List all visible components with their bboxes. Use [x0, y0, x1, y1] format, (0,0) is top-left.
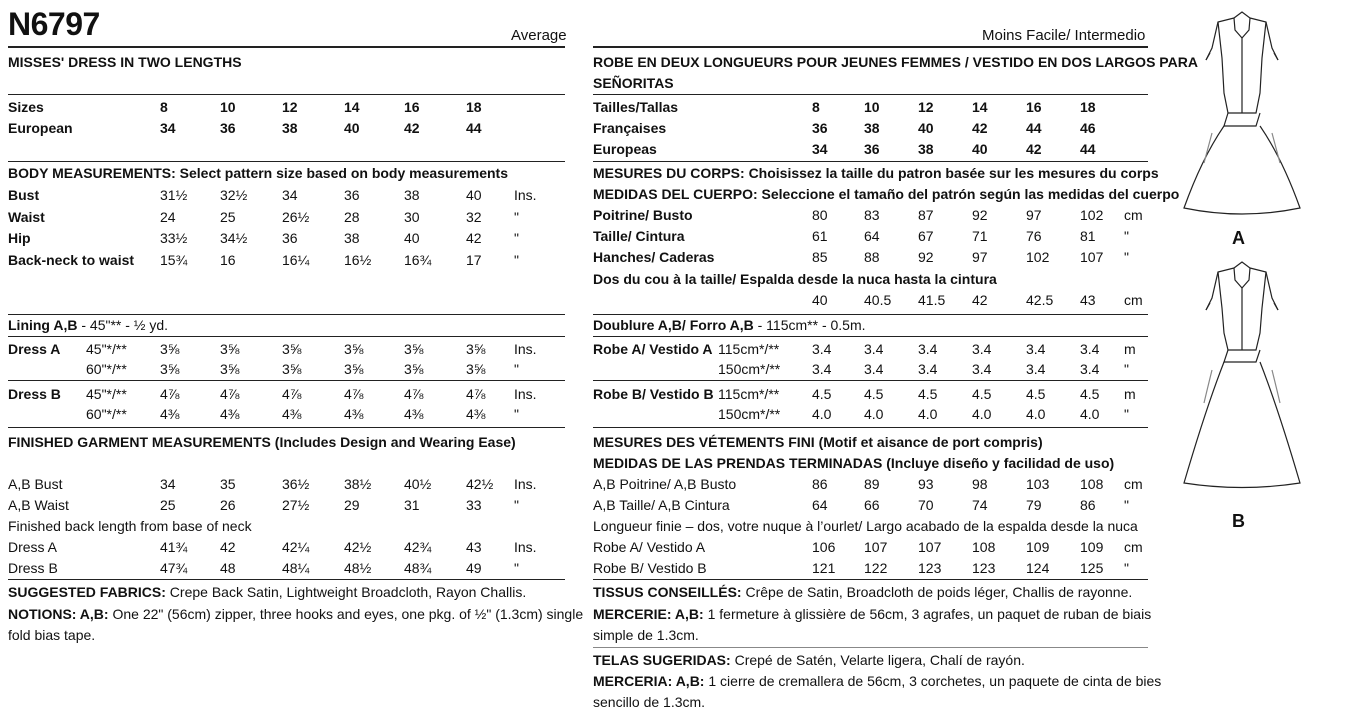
difficulty-label: Average	[511, 27, 567, 44]
finished-row-cell: 26	[220, 497, 236, 513]
francaise-size-cell: 40	[918, 120, 934, 136]
length-row-cell: 48¼	[282, 560, 310, 576]
size-cell: 10	[220, 99, 236, 115]
francaises-label: Françaises	[593, 120, 667, 136]
robe-b-row-unit: "	[1124, 406, 1129, 422]
length-row-cell: 42	[220, 539, 236, 555]
medidas-prendas-heading: MEDIDAS DE LAS PRENDAS TERMINADAS (Incluye diseño y facilidad de uso)	[593, 455, 1115, 471]
view-a-label: A	[1232, 228, 1245, 248]
finished-row-unit: Ins.	[514, 476, 537, 492]
dress-view-b-illustration	[1172, 258, 1312, 498]
dress-b-row-cell: 4⅜	[344, 406, 364, 422]
mesures-row-cell: 102	[1026, 249, 1050, 265]
robe-b-row-cell: 4.0	[918, 406, 938, 422]
body-row-cell: 30	[404, 208, 420, 225]
length-row-unit: "	[514, 560, 519, 576]
robe-a-row-cell: 3.4	[918, 341, 938, 357]
mesures-row-cell: 80	[812, 207, 828, 223]
mesures-vetements-row-cell: 74	[972, 497, 988, 513]
body-row-cell: 15¾	[160, 251, 188, 268]
mesures-row-cell: 92	[972, 207, 988, 223]
length-row-cell: 48	[220, 560, 236, 576]
dos-value-cell: 40.5	[864, 292, 892, 308]
longueur-row-label: Robe A/ Vestido A	[593, 539, 706, 555]
fabric-width: 60"*/**	[86, 406, 127, 422]
europea-size-cell: 44	[1080, 141, 1096, 157]
mesures-vetements-label: A,B Taille/ A,B Cintura	[593, 497, 730, 513]
length-row-label: Dress A	[8, 539, 58, 555]
robe-a-row-cell: 3.4	[972, 361, 992, 377]
mesures-row-cell: 92	[918, 249, 934, 265]
taille-cell: 14	[972, 99, 988, 115]
longueur-row-label: Robe B/ Vestido B	[593, 560, 707, 576]
dress-view-a-illustration	[1172, 8, 1312, 223]
dress-b-row-cell: 4⅞	[220, 386, 240, 402]
body-row-unit: Ins.	[514, 187, 537, 203]
lining-line: Lining A,B - 45"** - ½ yd.	[8, 317, 169, 333]
body-row-label: Bust	[8, 187, 40, 203]
robe-b-label: Robe B/ Vestido B	[593, 386, 714, 402]
dress-b-row-cell: 4⅜	[160, 406, 180, 422]
back-length-label: Finished back length from base of neck	[8, 518, 252, 534]
size-cell: 18	[466, 99, 482, 115]
mesures-heading: MESURES DU CORPS: Choisissez la taille du patron basée sur les mesures du corps	[593, 165, 1159, 181]
body-row-unit: "	[514, 230, 519, 246]
mesures-row-cell: 107	[1080, 249, 1104, 265]
mesures-row-label: Taille/ Cintura	[593, 228, 685, 244]
dress-b-row-cell: 4⅞	[160, 386, 180, 402]
longueur-row-cell: 125	[1080, 560, 1104, 576]
dress-b-row-unit: Ins.	[514, 386, 537, 402]
robe-b-row-cell: 4.0	[864, 406, 884, 422]
body-row-cell: 17	[466, 251, 482, 268]
length-row-cell: 42¾	[404, 539, 432, 555]
body-row-cell: 31½	[160, 187, 188, 203]
body-row-cell: 38	[344, 230, 360, 246]
longueur-row-cell: 109	[1080, 539, 1104, 555]
robe-a-row-cell: 3.4	[812, 361, 832, 377]
taille-cell: 18	[1080, 99, 1096, 115]
mesures-row-cell: 83	[864, 207, 880, 223]
dress-b-row-unit: "	[514, 406, 519, 422]
longueur-row-cell: 109	[1026, 539, 1050, 555]
dress-b-row-cell: 4⅞	[404, 386, 424, 402]
dress-a-row-cell: 3⅝	[466, 361, 486, 377]
length-row-cell: 48¾	[404, 560, 432, 576]
robe-a-row-cell: 3.4	[864, 341, 884, 357]
length-row-unit: Ins.	[514, 539, 537, 555]
mesures-row-label: Hanches/ Caderas	[593, 249, 715, 265]
dress-b-row-cell: 4⅜	[466, 406, 486, 422]
finished-row-cell: 33	[466, 497, 482, 513]
mesures-row-cell: 64	[864, 228, 880, 244]
dress-b-row-cell: 4⅞	[282, 386, 302, 402]
francaise-size-cell: 38	[864, 120, 880, 136]
mesures-row-cell: 67	[918, 228, 934, 244]
european-size-cell: 36	[220, 120, 236, 136]
dos-value-cell: 42.5	[1026, 292, 1054, 308]
body-row-cell: 26½	[282, 208, 310, 225]
dress-a-row-cell: 3⅝	[282, 341, 302, 357]
mesures-vetements-row-cell: 86	[1080, 497, 1096, 513]
body-row-cell: 32½	[220, 187, 248, 203]
europea-size-cell: 36	[864, 141, 880, 157]
finished-row-cell: 42½	[466, 476, 494, 492]
body-row-cell: 16½	[344, 251, 372, 268]
body-row-cell: 40	[404, 230, 420, 246]
dress-a-row-cell: 3⅝	[282, 361, 302, 377]
dress-b-row-cell: 4⅜	[404, 406, 424, 422]
mesures-vetements-row-cell: 79	[1026, 497, 1042, 513]
francaise-size-cell: 44	[1026, 120, 1042, 136]
mercerie: MERCERIE: A,B: 1 fermeture à glissière de 56cm, 3 agrafes, un paquet de ruban de biais	[593, 606, 1152, 622]
robe-b-row-cell: 4.5	[918, 386, 938, 402]
finished-row-cell: 36½	[282, 476, 310, 492]
mesures-vetements-row-cell: 98	[972, 476, 988, 492]
fabric-width: 60"*/**	[86, 361, 127, 377]
longueur-row-unit: cm	[1124, 539, 1143, 555]
mercerie-continued: simple de 1.3cm.	[593, 627, 699, 643]
mesures-row-cell: 85	[812, 249, 828, 265]
longueur-row-cell: 124	[1026, 560, 1050, 576]
finished-row-unit: "	[514, 497, 519, 513]
robe-a-row-cell: 3.4	[1080, 341, 1100, 357]
notions-continued: fold bias tape.	[8, 627, 96, 643]
dos-label: Dos du cou à la taille/ Espalda desde la nuca hasta la cintura	[593, 271, 997, 287]
european-size-cell: 42	[404, 120, 420, 136]
francaise-size-cell: 42	[972, 120, 988, 136]
finished-row-cell: 35	[220, 476, 236, 492]
dress-b-row-cell: 4⅞	[344, 386, 364, 402]
dress-a-label: Dress A	[8, 341, 61, 357]
pattern-title-fr-es: ROBE EN DEUX LONGUEURS POUR JEUNES FEMMES / VESTIDO EN DOS LARGOS PARA	[593, 54, 1198, 70]
length-row-cell: 49	[466, 560, 482, 576]
mesures-vetements-row-cell: 108	[1080, 476, 1104, 492]
body-row-cell: 16¼	[282, 251, 310, 268]
mesures-vetements-row-cell: 70	[918, 497, 934, 513]
mesures-row-cell: 102	[1080, 207, 1104, 223]
robe-b-row-cell: 4.0	[1080, 406, 1100, 422]
dress-b-row-cell: 4⅜	[282, 406, 302, 422]
dress-a-row-cell: 3⅝	[160, 341, 180, 357]
robe-a-row-cell: 3.4	[864, 361, 884, 377]
body-row-cell: 34	[282, 187, 298, 203]
merceria-continued: sencillo de 1.3cm.	[593, 694, 706, 710]
pattern-number: N6797	[8, 6, 100, 42]
body-row-unit: "	[514, 208, 519, 225]
taille-cell: 16	[1026, 99, 1042, 115]
finished-row-cell: 25	[160, 497, 176, 513]
body-row-unit: "	[514, 251, 519, 268]
taille-cell: 8	[812, 99, 820, 115]
dress-a-row-cell: 3⅝	[344, 341, 364, 357]
body-row-cell: 24	[160, 208, 176, 225]
body-row-cell: 33½	[160, 230, 188, 246]
robe-a-row-unit: "	[1124, 361, 1129, 377]
length-row-cell: 42¼	[282, 539, 310, 555]
mesures-row-label: Poitrine/ Busto	[593, 207, 693, 223]
body-row-label: Hip	[8, 230, 31, 246]
mesures-vetements-row-cell: 64	[812, 497, 828, 513]
length-row-cell: 42½	[344, 539, 372, 555]
view-b-label: B	[1232, 511, 1245, 531]
dress-a-row-cell: 3⅝	[466, 341, 486, 357]
sizes-label: Sizes	[8, 99, 44, 115]
dos-value-cell: 41.5	[918, 292, 946, 308]
finished-row-cell: 29	[344, 497, 360, 513]
robe-a-row-cell: 3.4	[918, 361, 938, 377]
mesures-row-cell: 97	[972, 249, 988, 265]
body-row-cell: 36	[282, 230, 298, 246]
mesures-row-cell: 71	[972, 228, 988, 244]
robe-b-row-cell: 4.0	[1026, 406, 1046, 422]
dress-a-row-cell: 3⅝	[220, 361, 240, 377]
taille-cell: 10	[864, 99, 880, 115]
longueur-row-cell: 107	[918, 539, 942, 555]
mesures-vetements-row-cell: 86	[812, 476, 828, 492]
fabric-width: 45"*/**	[86, 386, 127, 402]
robe-b-row-cell: 4.5	[1080, 386, 1100, 402]
dress-a-row-cell: 3⅝	[220, 341, 240, 357]
robe-a-row-cell: 3.4	[972, 341, 992, 357]
size-cell: 12	[282, 99, 298, 115]
european-size-cell: 44	[466, 120, 482, 136]
finished-heading: FINISHED GARMENT MEASUREMENTS (Includes Design and Wearing Ease)	[8, 434, 516, 450]
mesures-vetements-row-cell: 66	[864, 497, 880, 513]
robe-a-row-unit: m	[1124, 341, 1136, 357]
robe-b-row-cell: 4.0	[812, 406, 832, 422]
dress-a-row-unit: "	[514, 361, 519, 377]
mesures-vetements-row-cell: 103	[1026, 476, 1050, 492]
body-row-cell: 28	[344, 208, 360, 225]
european-size-cell: 40	[344, 120, 360, 136]
body-measurements-heading: BODY MEASUREMENTS: Select pattern size based on body measurements	[8, 165, 508, 181]
robe-b-row-cell: 4.5	[972, 386, 992, 402]
robe-a-row-cell: 3.4	[1080, 361, 1100, 377]
mesures-vetements-row-unit: cm	[1124, 476, 1143, 492]
longueur-row-cell: 121	[812, 560, 836, 576]
tailles-label: Tailles/Tallas	[593, 99, 679, 115]
dos-value-cell: 42	[972, 292, 988, 308]
francaise-size-cell: 36	[812, 120, 828, 136]
pattern-title-fr-es-2: SEÑORITAS	[593, 75, 674, 91]
taille-cell: 12	[918, 99, 934, 115]
medidas-heading: MEDIDAS DEL CUERPO: Seleccione el tamaño del patrón según las medidas del cuerpo	[593, 186, 1180, 202]
mesures-row-cell: 76	[1026, 228, 1042, 244]
fabric-width: 45"*/**	[86, 341, 127, 357]
mesures-row-unit: cm	[1124, 207, 1143, 223]
length-row-cell: 47¾	[160, 560, 188, 576]
mesures-row-unit: "	[1124, 249, 1129, 265]
finished-row-label: A,B Waist	[8, 497, 69, 513]
robe-a-label: Robe A/ Vestido A	[593, 341, 713, 357]
longueur-row-cell: 107	[864, 539, 888, 555]
robe-a-row-cell: 3.4	[1026, 341, 1046, 357]
mesures-row-cell: 87	[918, 207, 934, 223]
europea-size-cell: 42	[1026, 141, 1042, 157]
dress-a-row-unit: Ins.	[514, 341, 537, 357]
robe-b-row-cell: 4.5	[1026, 386, 1046, 402]
robe-b-row-cell: 4.5	[812, 386, 832, 402]
mesures-row-cell: 81	[1080, 228, 1096, 244]
finished-row-cell: 31	[404, 497, 420, 513]
longueur-row-cell: 123	[972, 560, 996, 576]
dress-b-label: Dress B	[8, 386, 61, 402]
finished-row-cell: 40½	[404, 476, 432, 492]
fabric-width: 150cm*/**	[718, 406, 781, 422]
difficulty-label-fr-es: Moins Facile/ Intermedio	[982, 27, 1146, 44]
robe-b-row-cell: 4.5	[864, 386, 884, 402]
robe-b-row-unit: m	[1124, 386, 1136, 402]
telas-sugeridas: TELAS SUGERIDAS: Crepé de Satén, Velarte ligera, Chalí de rayón.	[593, 652, 1025, 668]
dos-unit: cm	[1124, 292, 1143, 308]
finished-row-cell: 38½	[344, 476, 372, 492]
body-row-label: Back-neck to waist	[8, 251, 135, 268]
length-row-cell: 41¾	[160, 539, 188, 555]
europeas-label: Europeas	[593, 141, 657, 157]
dress-a-row-cell: 3⅝	[404, 361, 424, 377]
size-cell: 14	[344, 99, 360, 115]
mesures-row-cell: 97	[1026, 207, 1042, 223]
dress-a-row-cell: 3⅝	[160, 361, 180, 377]
notions: NOTIONS: A,B: One 22" (56cm) zipper, three hooks and eyes, one pkg. of ½" (1.3cm) single	[8, 606, 584, 622]
body-row-cell: 40	[466, 187, 482, 203]
longueur-row-cell: 122	[864, 560, 888, 576]
mesures-vetements-heading: MESURES DES VÉTEMENTS FINI (Motif et aisance de port compris)	[593, 434, 1043, 450]
body-row-cell: 36	[344, 187, 360, 203]
mesures-vetements-row-cell: 89	[864, 476, 880, 492]
body-row-cell: 16	[220, 251, 236, 268]
dress-b-row-cell: 4⅜	[220, 406, 240, 422]
longueur-row-cell: 108	[972, 539, 996, 555]
fabric-width: 150cm*/**	[718, 361, 781, 377]
mesures-row-unit: "	[1124, 228, 1129, 244]
european-size-cell: 34	[160, 120, 176, 136]
fabric-width: 115cm*/**	[718, 341, 780, 357]
body-row-cell: 38	[404, 187, 420, 203]
merceria: MERCERIA: A,B: 1 cierre de cremallera de 56cm, 3 corchetes, un paquete de cinta de bies	[593, 673, 1162, 689]
european-label: European	[8, 120, 73, 136]
francaise-size-cell: 46	[1080, 120, 1096, 136]
european-size-cell: 38	[282, 120, 298, 136]
finished-row-label: A,B Bust	[8, 476, 63, 492]
mesures-row-cell: 61	[812, 228, 828, 244]
fabric-width: 115cm*/**	[718, 386, 780, 402]
size-cell: 8	[160, 99, 168, 115]
dress-a-row-cell: 3⅝	[344, 361, 364, 377]
doublure-line: Doublure A,B/ Forro A,B - 115cm** - 0.5m.	[593, 317, 866, 333]
finished-row-cell: 27½	[282, 497, 310, 513]
longueur-label: Longueur finie – dos, votre nuque à l’ourlet/ Largo acabado de la espalda desde la nuca	[593, 518, 1138, 534]
tissus-conseilles: TISSUS CONSEILLÉS: Crêpe de Satin, Broadcloth de poids léger, Challis de rayonne.	[593, 584, 1133, 600]
body-row-cell: 32	[466, 208, 482, 225]
finished-row-cell: 34	[160, 476, 176, 492]
dos-value-cell: 40	[812, 292, 828, 308]
dress-b-row-cell: 4⅞	[466, 386, 486, 402]
length-row-label: Dress B	[8, 560, 58, 576]
mesures-row-cell: 88	[864, 249, 880, 265]
longueur-row-cell: 123	[918, 560, 942, 576]
mesures-vetements-label: A,B Poitrine/ A,B Busto	[593, 476, 737, 492]
body-row-label: Waist	[8, 208, 45, 225]
mesures-vetements-row-unit: "	[1124, 497, 1129, 513]
body-row-cell: 25	[220, 208, 236, 225]
body-row-cell: 42	[466, 230, 482, 246]
length-row-cell: 43	[466, 539, 482, 555]
europea-size-cell: 34	[812, 141, 828, 157]
robe-a-row-cell: 3.4	[812, 341, 832, 357]
mesures-vetements-row-cell: 93	[918, 476, 934, 492]
dress-a-row-cell: 3⅝	[404, 341, 424, 357]
pattern-title: MISSES' DRESS IN TWO LENGTHS	[8, 54, 242, 70]
length-row-cell: 48½	[344, 560, 372, 576]
suggested-fabrics: SUGGESTED FABRICS: Crepe Back Satin, Lightweight Broadcloth, Rayon Challis.	[8, 584, 527, 600]
size-cell: 16	[404, 99, 420, 115]
robe-b-row-cell: 4.0	[972, 406, 992, 422]
body-row-cell: 16¾	[404, 251, 432, 268]
longueur-row-cell: 106	[812, 539, 836, 555]
body-row-cell: 34½	[220, 230, 248, 246]
europea-size-cell: 40	[972, 141, 988, 157]
europea-size-cell: 38	[918, 141, 934, 157]
longueur-row-unit: "	[1124, 560, 1129, 576]
dos-value-cell: 43	[1080, 292, 1096, 308]
robe-a-row-cell: 3.4	[1026, 361, 1046, 377]
